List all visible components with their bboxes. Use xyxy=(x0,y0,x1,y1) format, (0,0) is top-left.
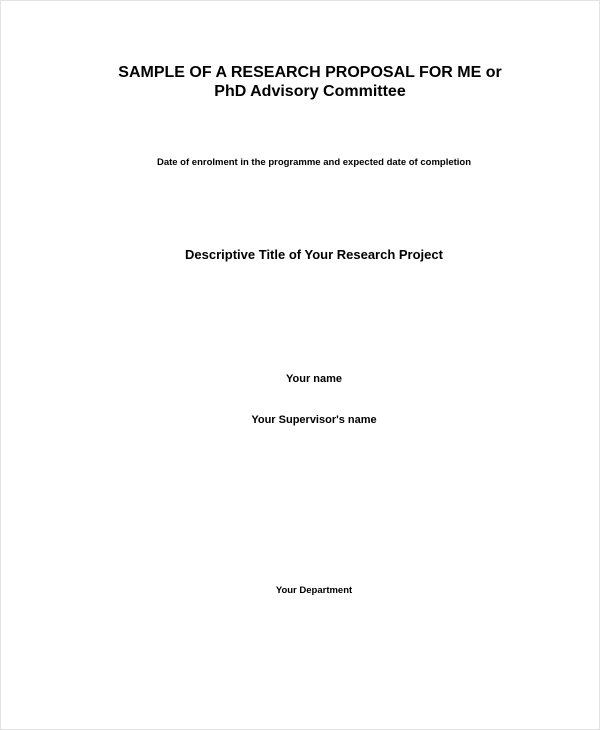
department-name: Your Department xyxy=(275,585,353,596)
title-line-1: SAMPLE OF A RESEARCH PROPOSAL FOR ME or xyxy=(118,64,502,81)
project-title: Descriptive Title of Your Research Project xyxy=(185,247,443,262)
document-title xyxy=(21,63,599,101)
author-name: Your name xyxy=(285,373,343,385)
enrolment-dates-text: Date of enrolment in the programme and expected date of completion xyxy=(156,157,472,168)
title-line-2: PhD Advisory Committee xyxy=(214,83,406,100)
supervisor-name: Your Supervisor's name xyxy=(251,414,377,426)
